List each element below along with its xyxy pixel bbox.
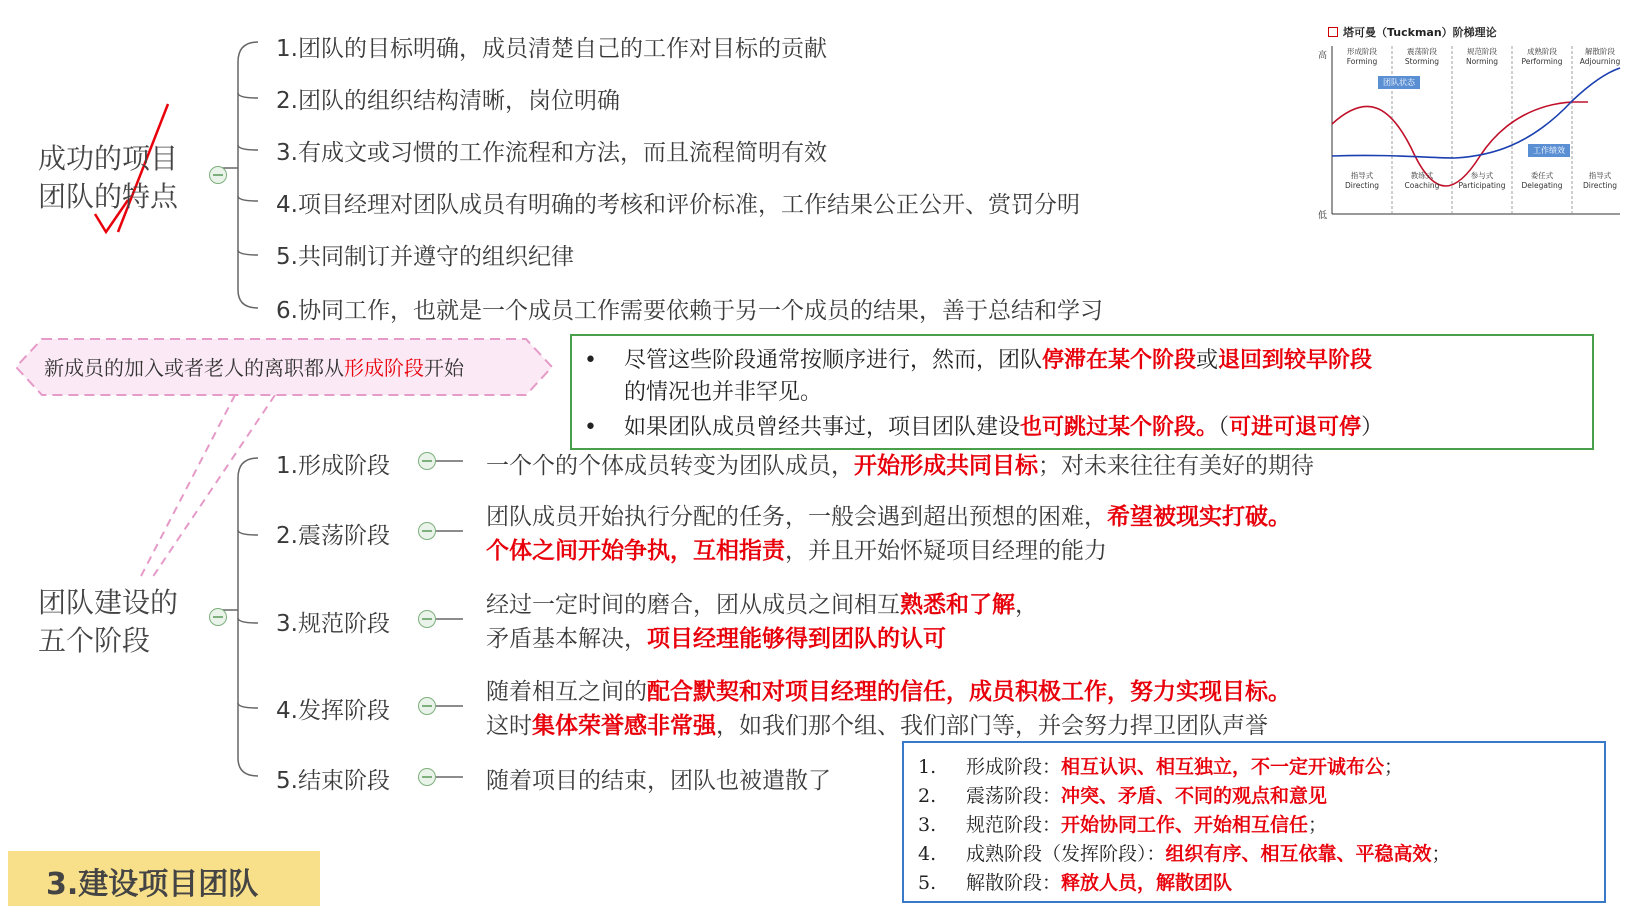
stage-1-desc: 一个个的个体成员转变为团队成员，开始形成共同目标；对未来往往有美好的期待 xyxy=(486,453,1314,479)
success-item-5: 5.共同制订并遵守的组织纪律 xyxy=(276,244,574,270)
success-item-6: 6.协同工作，也就是一个成员工作需要依赖于另一个成员的结果，善于总结和学习 xyxy=(276,298,1103,324)
stage-3-node[interactable] xyxy=(418,610,436,628)
stage-2-desc: 团队成员开始执行分配的任务，一般会遇到超出预想的困难，希望被现实打破。 个体之间开始争执，互相指责，并且开始怀疑项目经理的能力 xyxy=(486,504,1291,564)
summary-item-3: 3. 规范阶段：开始协同工作、开始相互信任； xyxy=(918,814,1328,836)
summary-box xyxy=(902,741,1606,903)
summary-item-2: 2. 震荡阶段：冲突、矛盾、不同的观点和意见 xyxy=(918,785,1328,807)
summary-item-5: 5. 解散阶段：释放人员，解散团队 xyxy=(918,872,1233,894)
stage-3-desc: 经过一定时间的磨合，团从成员之间相互熟悉和了解， 矛盾基本解决，项目经理能够得到团队的认可 xyxy=(486,592,1038,652)
stage-5-desc: 随着项目的结束，团队也被遣散了 xyxy=(486,768,831,794)
callout-text: 新成员的加入或者老人的离职都从形成阶段开始 xyxy=(44,356,464,380)
note-bullet-2: • 如果团队成员曾经共事过，项目团队建设也可跳过某个阶段。（可进可退可停） xyxy=(584,414,1384,440)
tuckman-work-perf: 工作绩效 xyxy=(1528,144,1570,157)
stage-2-node[interactable] xyxy=(418,522,436,540)
stage-4-node[interactable] xyxy=(418,697,436,715)
section-footer-title: 3.建设项目团队 xyxy=(46,867,259,902)
tuckman-team-state: 团队状态 xyxy=(1378,76,1420,89)
tuckman-phase-labels: 形成阶段 Forming 震荡阶段 Storming 规范阶段 Norming 成熟阶段 Performing 解散阶段 Adjourning xyxy=(1346,47,1621,66)
success-header: 成功的项目 团队的特点 xyxy=(38,142,179,213)
success-item-4: 4.项目经理对团队成员有明确的考核和评价标准，工作结果公正公开、赏罚分明 xyxy=(276,192,1080,218)
tuckman-title: 塔可曼（Tuckman）阶梯理论 xyxy=(1328,24,1497,40)
stage-1-label: 1.形成阶段 xyxy=(276,453,390,479)
summary-list xyxy=(918,753,1451,898)
note-bullet-1: • 尽管这些阶段通常按顺序进行，然而，团队停滞在某个阶段或退回到较早阶段 的情况也并非罕见。 xyxy=(584,347,1373,405)
section-footer xyxy=(8,851,320,906)
success-item-2: 2.团队的组织结构清晰，岗位明确 xyxy=(276,88,620,114)
success-item-3: 3.有成文或习惯的工作流程和方法，而且流程简明有效 xyxy=(276,140,827,166)
stage-5-node[interactable] xyxy=(418,768,436,786)
tuckman-high-label: 高 xyxy=(1318,51,1328,61)
stages-header: 团队建设的 五个阶段 xyxy=(38,586,179,657)
tuckman-plot xyxy=(1330,46,1628,221)
success-item-1: 1.团队的目标明确，成员清楚自己的工作对目标的贡献 xyxy=(276,36,827,62)
tuckman-diagram xyxy=(1318,20,1630,225)
stage-5-label: 5.结束阶段 xyxy=(276,768,390,794)
summary-item-1: 1. 形成阶段：相互认识、相互独立，不一定开诚布公； xyxy=(918,756,1404,778)
stages-collapse-node[interactable] xyxy=(209,608,227,626)
stage-2-label: 2.震荡阶段 xyxy=(276,523,390,549)
stage-4-desc: 随着相互之间的配合默契和对项目经理的信任，成员积极工作，努力实现目标。 这时集体荣誉感非常强，如我们那个组、我们部门等，并会努力捍卫团队声誉 xyxy=(486,679,1291,739)
tuckman-style-labels: 指导式 Directing 教练式 Coaching 参与式 Participating 委任式 Delegating 指导式 Directing xyxy=(1344,171,1618,190)
stage-4-label: 4.发挥阶段 xyxy=(276,698,390,724)
stage-3-label: 3.规范阶段 xyxy=(276,611,390,637)
summary-item-4: 4. 成熟阶段（发挥阶段）：组织有序、相互依靠、平稳高效； xyxy=(918,843,1451,865)
note-box xyxy=(570,334,1594,450)
success-collapse-node[interactable] xyxy=(209,166,227,184)
tuckman-low-label: 低 xyxy=(1318,211,1328,221)
stage-1-node[interactable] xyxy=(418,452,436,470)
